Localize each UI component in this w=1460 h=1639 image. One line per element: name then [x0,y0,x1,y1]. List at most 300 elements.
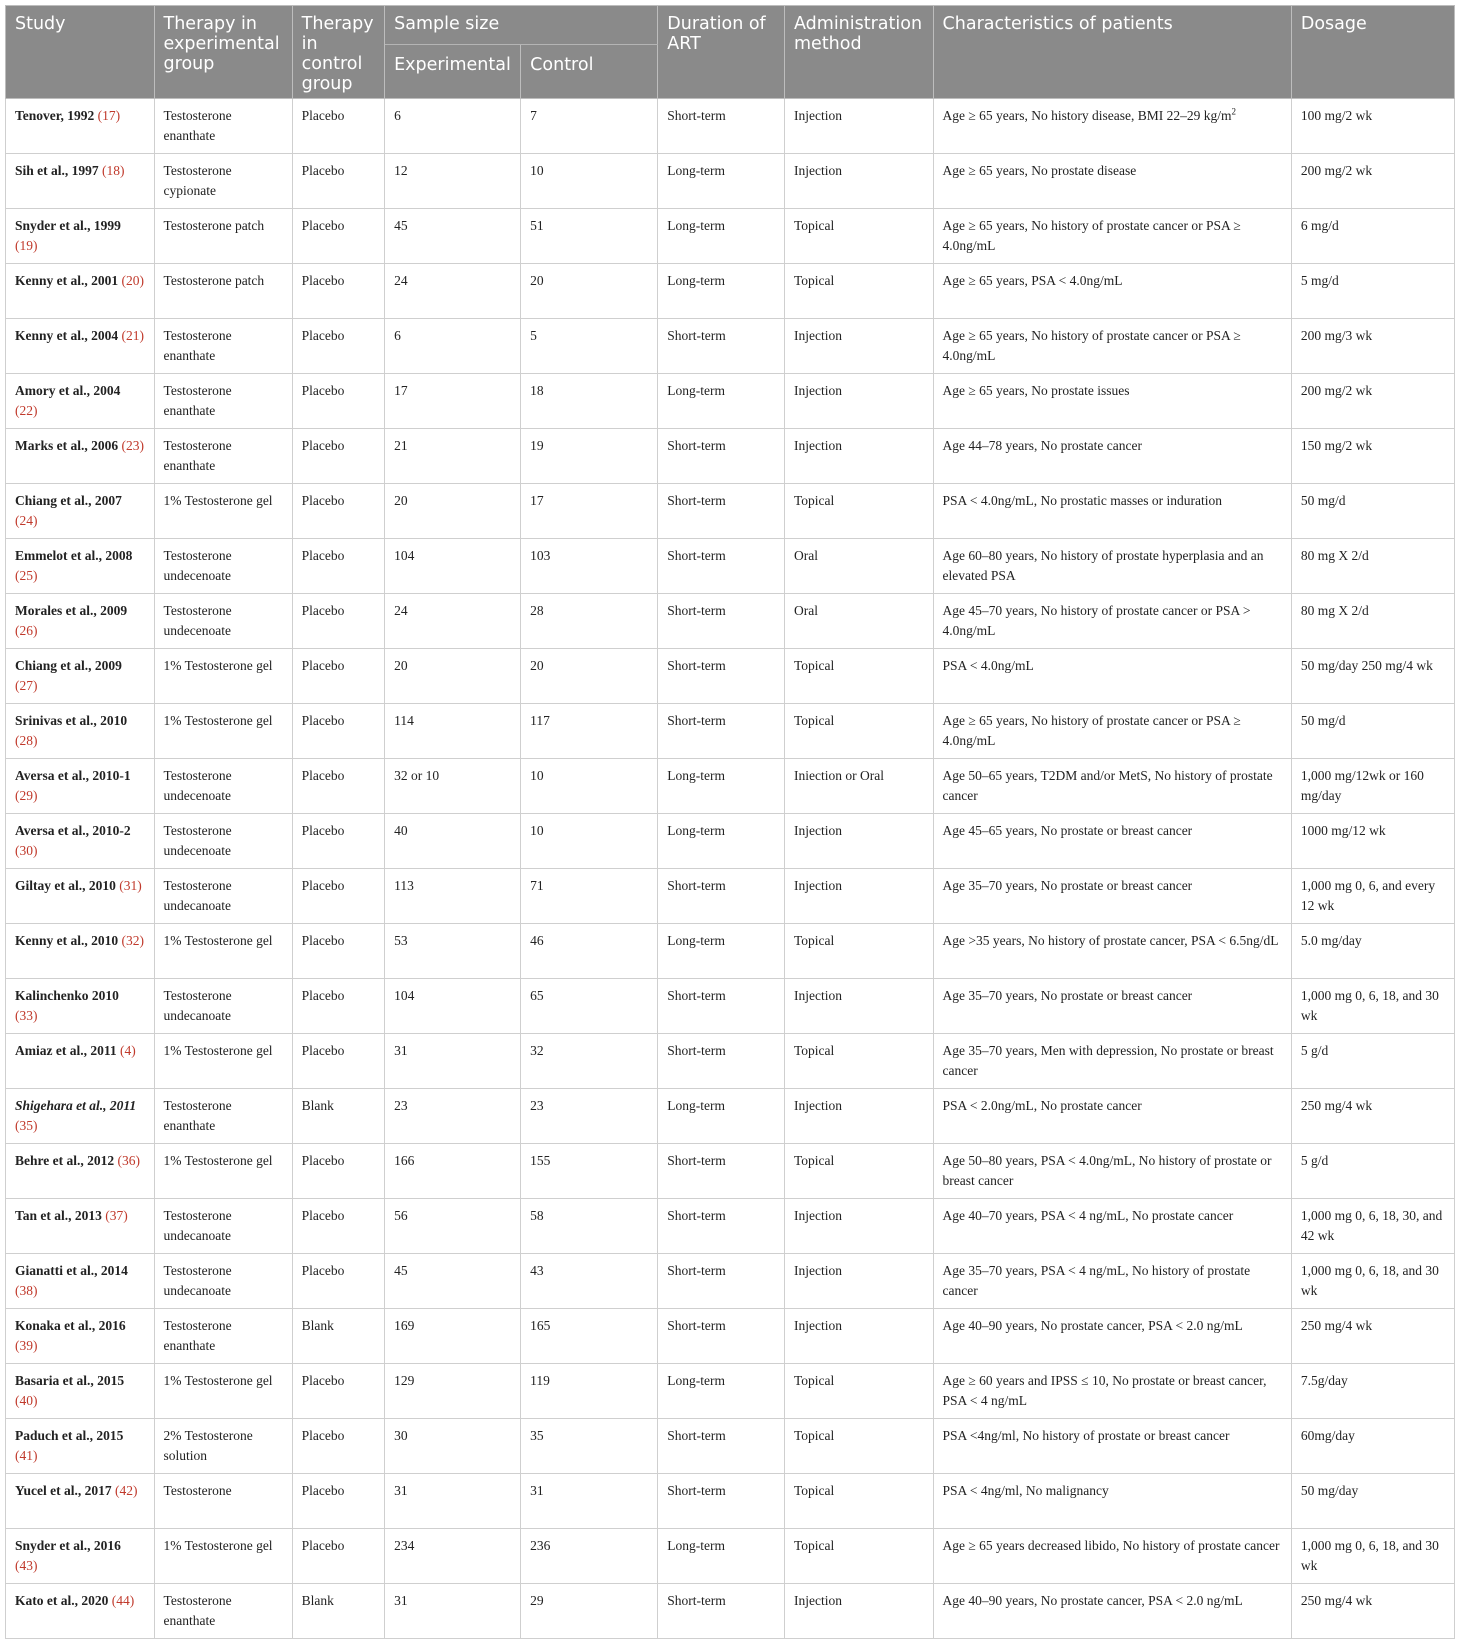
characteristics-cell [933,209,1291,264]
characteristics-cell [933,1309,1291,1364]
sample-experimental-text: 104 [394,988,415,1003]
administration-text: Oral [794,548,818,563]
sample-experimental-cell [385,539,521,594]
sample-experimental-text: 234 [394,1538,415,1553]
control-group-text: Placebo [301,108,345,123]
therapy-cell [154,1529,292,1584]
reference-link[interactable]: (26) [15,623,38,638]
sample-experimental-text: 6 [394,328,401,343]
therapy-text: Testosterone patch [163,218,265,233]
dosage-text: 6 mg/d [1300,218,1339,233]
study-name: Sih et al., 1997 [15,163,99,178]
characteristics-text: Age 40–70 years, PSA < 4 ng/mL, No prostate cancer [942,1208,1234,1223]
study-name: Aversa et al., 2010-1 [15,768,131,783]
administration-text: Topical [794,273,835,288]
reference-link[interactable]: (22) [15,403,38,418]
sample-control-cell [521,649,658,704]
dosage-text: 50 mg/d [1300,713,1346,728]
sample-experimental-text: 45 [394,1263,408,1278]
reference-link[interactable]: (25) [15,568,38,583]
duration-text: Long-term [667,273,726,288]
sample-experimental-cell [385,1474,521,1529]
characteristics-cell [933,704,1291,759]
duration-cell [658,319,785,374]
characteristics-cell [933,1529,1291,1584]
sample-control-cell [521,209,658,264]
administration-cell [785,1034,934,1089]
characteristics-cell [933,1474,1291,1529]
study-cell [6,1034,155,1089]
study-name: Aversa et al., 2010-2 [15,823,131,838]
characteristics-text: Age ≥ 65 years, No history of prostate cancer or PSA ≥ 4.0ng/mL [942,328,1241,363]
header-therapy-experimental: Therapy in experimental group [154,6,292,99]
table-row [6,1419,1455,1474]
therapy-cell [154,1089,292,1144]
reference-link[interactable]: (43) [15,1558,38,1573]
duration-text: Short-term [667,988,726,1003]
duration-text: Short-term [667,438,726,453]
sample-control-text: 10 [530,823,544,838]
duration-cell [658,539,785,594]
study-cell [6,429,155,484]
dosage-text: 80 mg X 2/d [1300,548,1369,563]
duration-cell [658,649,785,704]
characteristics-cell [933,1419,1291,1474]
sample-control-text: 10 [530,163,544,178]
duration-cell [658,869,785,924]
studies-table [5,5,1455,1639]
control-group-cell [292,924,384,979]
reference-link[interactable]: (40) [15,1393,38,1408]
reference-link[interactable]: (35) [15,1118,38,1133]
therapy-text: Testosterone undecenoate [163,768,232,803]
sample-control-text: 236 [530,1538,551,1553]
administration-cell [785,209,934,264]
sample-control-cell [521,1144,658,1199]
therapy-cell [154,154,292,209]
table-row [6,209,1455,264]
sample-control-text: 51 [530,218,544,233]
characteristics-text: Age ≥ 65 years decreased libido, No history of prostate cancer [942,1538,1280,1553]
administration-text: Injection [794,383,842,398]
therapy-cell [154,484,292,539]
dosage-text: 200 mg/3 wk [1300,328,1373,343]
therapy-text: Testosterone undecanoate [163,1263,232,1298]
control-group-cell [292,1309,384,1364]
reference-link[interactable]: (44) [111,1593,135,1608]
administration-text: Injection [794,1208,842,1223]
table-row [6,649,1455,704]
sample-experimental-text: 6 [394,108,401,123]
reference-link[interactable]: (41) [15,1448,38,1463]
sample-experimental-cell [385,1584,521,1639]
sample-control-cell [521,154,658,209]
control-group-text: Placebo [301,823,345,838]
control-group-cell [292,484,384,539]
administration-text: Injection [794,163,842,178]
table-row [6,319,1455,374]
characteristics-cell [933,1584,1291,1639]
control-group-cell [292,1419,384,1474]
reference-link[interactable]: (32) [121,933,144,948]
duration-cell [658,264,785,319]
dosage-cell [1291,1529,1454,1584]
sample-experimental-text: 31 [394,1593,408,1608]
dosage-cell [1291,154,1454,209]
table-row [6,1474,1455,1529]
sample-control-text: 35 [530,1428,544,1443]
characteristics-text: Age 45–65 years, No prostate or breast cancer [942,823,1193,838]
characteristics-cell [933,1034,1291,1089]
therapy-text: Testosterone undecanoate [163,878,232,913]
duration-text: Short-term [667,108,726,123]
sample-control-text: 103 [530,548,551,563]
characteristics-text: Age 35–70 years, PSA < 4 ng/mL, No history of prostate cancer [942,1263,1251,1298]
control-group-text: Placebo [301,658,345,673]
sample-experimental-text: 129 [394,1373,415,1388]
therapy-cell [154,1144,292,1199]
characteristics-cell [933,374,1291,429]
characteristics-cell [933,154,1291,209]
dosage-text: 1,000 mg 0, 6, 18, and 30 wk [1300,1263,1439,1298]
duration-cell [658,1089,785,1144]
table-row [6,979,1455,1034]
sample-experimental-text: 40 [394,823,408,838]
dosage-text: 50 mg/day [1300,1483,1359,1498]
therapy-text: Testosterone enanthate [163,1318,232,1353]
duration-text: Short-term [667,1318,726,1333]
control-group-cell [292,979,384,1034]
study-name: Kenny et al., 2001 [15,273,119,288]
duration-text: Long-term [667,823,726,838]
table-row [6,924,1455,979]
duration-cell [658,704,785,759]
sample-control-text: 19 [530,438,544,453]
header-sample-size: Sample size [385,6,658,45]
study-cell [6,759,155,814]
study-cell [6,979,155,1034]
study-name: Srinivas et al., 2010 [15,713,128,728]
duration-cell [658,1034,785,1089]
control-group-cell [292,649,384,704]
control-group-text: Placebo [301,1263,345,1278]
therapy-cell [154,979,292,1034]
duration-cell [658,1309,785,1364]
control-group-text: Placebo [301,548,345,563]
sample-experimental-cell [385,1034,521,1089]
control-group-cell [292,814,384,869]
control-group-cell [292,759,384,814]
study-cell [6,1254,155,1309]
sample-control-cell [521,1089,658,1144]
therapy-cell [154,209,292,264]
sample-control-cell [521,1254,658,1309]
sample-experimental-text: 17 [394,383,408,398]
reference-link[interactable]: (21) [121,328,144,343]
administration-cell [785,374,934,429]
study-name: Kenny et al., 2010 [15,933,119,948]
control-group-text: Placebo [301,1538,345,1553]
therapy-text: Testosterone enanthate [163,438,232,473]
sample-experimental-text: 169 [394,1318,415,1333]
header-study: Study [6,6,155,99]
dosage-cell [1291,759,1454,814]
control-group-cell [292,539,384,594]
sample-experimental-cell [385,1199,521,1254]
administration-cell [785,1309,934,1364]
sample-control-text: 18 [530,383,544,398]
characteristics-cell [933,649,1291,704]
administration-text: Topical [794,1483,835,1498]
sample-experimental-cell [385,1529,521,1584]
therapy-cell [154,319,292,374]
duration-cell [658,1584,785,1639]
dosage-cell [1291,1364,1454,1419]
control-group-text: Placebo [301,1428,345,1443]
sample-control-text: 10 [530,768,544,783]
sample-control-text: 5 [530,328,537,343]
characteristics-cell [933,99,1291,154]
dosage-text: 1000 mg/12 wk [1300,823,1386,838]
sample-experimental-cell [385,869,521,924]
sample-experimental-text: 45 [394,218,408,233]
study-cell [6,154,155,209]
reference-link[interactable]: (42) [115,1483,138,1498]
characteristics-text: PSA < 4.0ng/mL, No prostatic masses or induration [942,493,1223,508]
reference-link[interactable]: (33) [15,1008,38,1023]
control-group-cell [292,594,384,649]
study-cell [6,264,155,319]
sample-control-text: 65 [530,988,544,1003]
characteristics-cell [933,759,1291,814]
reference-link[interactable]: (18) [102,163,125,178]
administration-cell [785,1584,934,1639]
table-row [6,814,1455,869]
duration-text: Long-term [667,1098,726,1113]
administration-cell [785,869,934,924]
reference-link[interactable]: (24) [15,513,38,528]
sample-experimental-cell [385,924,521,979]
dosage-cell [1291,1584,1454,1639]
dosage-text: 5.0 mg/day [1300,933,1362,948]
reference-link[interactable]: (19) [15,238,38,253]
sample-experimental-cell [385,264,521,319]
sample-control-cell [521,759,658,814]
reference-link[interactable]: (4) [119,1043,136,1058]
therapy-cell [154,924,292,979]
characteristics-text: Age ≥ 65 years, PSA < 4.0ng/mL [942,273,1123,288]
study-cell [6,1584,155,1639]
dosage-cell [1291,704,1454,759]
control-group-cell [292,1199,384,1254]
duration-text: Short-term [667,1263,726,1278]
therapy-text: 1% Testosterone gel [163,658,273,673]
study-cell [6,814,155,869]
characteristics-text: Age 40–90 years, No prostate cancer, PSA < 2.0 ng/mL [942,1593,1243,1608]
control-group-cell [292,1144,384,1199]
table-body [6,99,1455,1639]
reference-link[interactable]: (30) [15,843,38,858]
sample-control-cell [521,539,658,594]
duration-cell [658,154,785,209]
therapy-cell [154,814,292,869]
study-name: Gianatti et al., 2014 [15,1263,128,1278]
sample-experimental-cell [385,374,521,429]
header-dosage: Dosage [1291,6,1454,99]
therapy-text: 1% Testosterone gel [163,713,273,728]
control-group-text: Placebo [301,1153,345,1168]
reference-link[interactable]: (29) [15,788,38,803]
administration-text: Injection [794,878,842,893]
duration-cell [658,99,785,154]
reference-link[interactable]: (31) [119,878,142,893]
sample-control-text: 117 [530,713,550,728]
therapy-cell [154,1309,292,1364]
study-name: Behre et al., 2012 [15,1153,115,1168]
control-group-text: Placebo [301,438,345,453]
dosage-text: 80 mg X 2/d [1300,603,1369,618]
table-row [6,1529,1455,1584]
sample-control-text: 155 [530,1153,551,1168]
sample-control-text: 28 [530,603,544,618]
dosage-text: 1,000 mg/12wk or 160 mg/day [1300,768,1424,803]
therapy-cell [154,704,292,759]
characteristics-text: Age ≥ 65 years, No history of prostate cancer or PSA ≥ 4.0ng/mL [942,218,1241,253]
therapy-text: 1% Testosterone gel [163,933,273,948]
characteristics-text: Age 45–70 years, No history of prostate cancer or PSA > 4.0ng/mL [942,603,1251,638]
control-group-text: Blank [301,1593,334,1608]
sample-control-cell [521,374,658,429]
duration-cell [658,1144,785,1199]
sample-control-text: 58 [530,1208,544,1223]
study-name: Marks et al., 2006 [15,438,119,453]
therapy-text: 2% Testosterone solution [163,1428,253,1463]
therapy-cell [154,869,292,924]
duration-cell [658,594,785,649]
administration-cell [785,429,934,484]
control-group-text: Blank [301,1098,334,1113]
sample-control-text: 17 [530,493,544,508]
reference-link[interactable]: (39) [15,1338,38,1353]
reference-link[interactable]: (28) [15,733,38,748]
table-row [6,1199,1455,1254]
therapy-cell [154,1419,292,1474]
duration-text: Short-term [667,1153,726,1168]
sample-experimental-cell [385,209,521,264]
therapy-text: Testosterone undecanoate [163,1208,232,1243]
reference-link[interactable]: (38) [15,1283,38,1298]
dosage-cell [1291,924,1454,979]
study-cell [6,594,155,649]
characteristics-text: Age ≥ 60 years and IPSS ≤ 10, No prostate or breast cancer, PSA < 4 ng/mL [942,1373,1267,1408]
duration-cell [658,759,785,814]
sample-control-text: 31 [530,1483,544,1498]
administration-text: Injection [794,1593,842,1608]
control-group-cell [292,1364,384,1419]
duration-cell [658,429,785,484]
characteristics-cell [933,1089,1291,1144]
administration-cell [785,1199,934,1254]
sample-control-cell [521,1584,658,1639]
characteristics-cell [933,1364,1291,1419]
duration-cell [658,814,785,869]
reference-link[interactable]: (23) [121,438,144,453]
sample-control-text: 7 [530,108,537,123]
administration-text: Injection [794,328,842,343]
characteristics-text: Age 40–90 years, No prostate cancer, PSA < 2.0 ng/mL [942,1318,1243,1333]
therapy-cell [154,264,292,319]
study-name: Amory et al., 2004 [15,383,121,398]
reference-link[interactable]: (20) [121,273,144,288]
control-group-cell [292,1254,384,1309]
characteristics-cell [933,319,1291,374]
dosage-text: 1,000 mg 0, 6, 18, and 30 wk [1300,1538,1439,1573]
sample-experimental-cell [385,594,521,649]
dosage-text: 200 mg/2 wk [1300,163,1373,178]
administration-text: Topical [794,933,835,948]
characteristics-text: Age 60–80 years, No history of prostate hyperplasia and an elevated PSA [942,548,1264,583]
study-name: Konaka et al., 2016 [15,1318,126,1333]
therapy-cell [154,429,292,484]
control-group-cell [292,99,384,154]
administration-text: Injection [794,438,842,453]
sample-control-text: 119 [530,1373,550,1388]
dosage-cell [1291,1034,1454,1089]
administration-cell [785,1529,934,1584]
dosage-cell [1291,319,1454,374]
sample-experimental-cell [385,704,521,759]
reference-link[interactable]: (37) [105,1208,128,1223]
control-group-text: Placebo [301,603,345,618]
table-row [6,264,1455,319]
administration-text: Iniection or Oral [794,768,884,783]
administration-cell [785,484,934,539]
duration-text: Short-term [667,1043,726,1058]
therapy-text: Testosterone enanthate [163,1098,232,1133]
administration-cell [785,154,934,209]
sample-experimental-cell [385,99,521,154]
control-group-cell [292,319,384,374]
control-group-cell [292,154,384,209]
duration-text: Short-term [667,713,726,728]
therapy-cell [154,1474,292,1529]
administration-text: Topical [794,713,835,728]
reference-link[interactable]: (17) [97,108,121,123]
characteristics-text: Age 44–78 years, No prostate cancer [942,438,1142,453]
therapy-cell [154,1254,292,1309]
study-name: Chiang et al., 2007 [15,493,122,508]
study-cell [6,1089,155,1144]
reference-link[interactable]: (27) [15,678,38,693]
table-row [6,154,1455,209]
study-cell [6,209,155,264]
reference-link[interactable]: (36) [117,1153,140,1168]
administration-cell [785,1419,934,1474]
sample-control-cell [521,1034,658,1089]
sample-experimental-text: 166 [394,1153,415,1168]
sample-experimental-text: 31 [394,1043,408,1058]
therapy-text: 1% Testosterone gel [163,493,273,508]
header-control: Control [521,45,658,99]
sample-control-cell [521,319,658,374]
dosage-cell [1291,979,1454,1034]
duration-cell [658,1529,785,1584]
characteristics-text: PSA < 2.0ng/mL, No prostate cancer [942,1098,1142,1113]
administration-text: Injection [794,108,842,123]
characteristics-text: Age 50–65 years, T2DM and/or MetS, No history of prostate cancer [942,768,1273,803]
sample-control-cell [521,1529,658,1584]
sample-experimental-cell [385,759,521,814]
